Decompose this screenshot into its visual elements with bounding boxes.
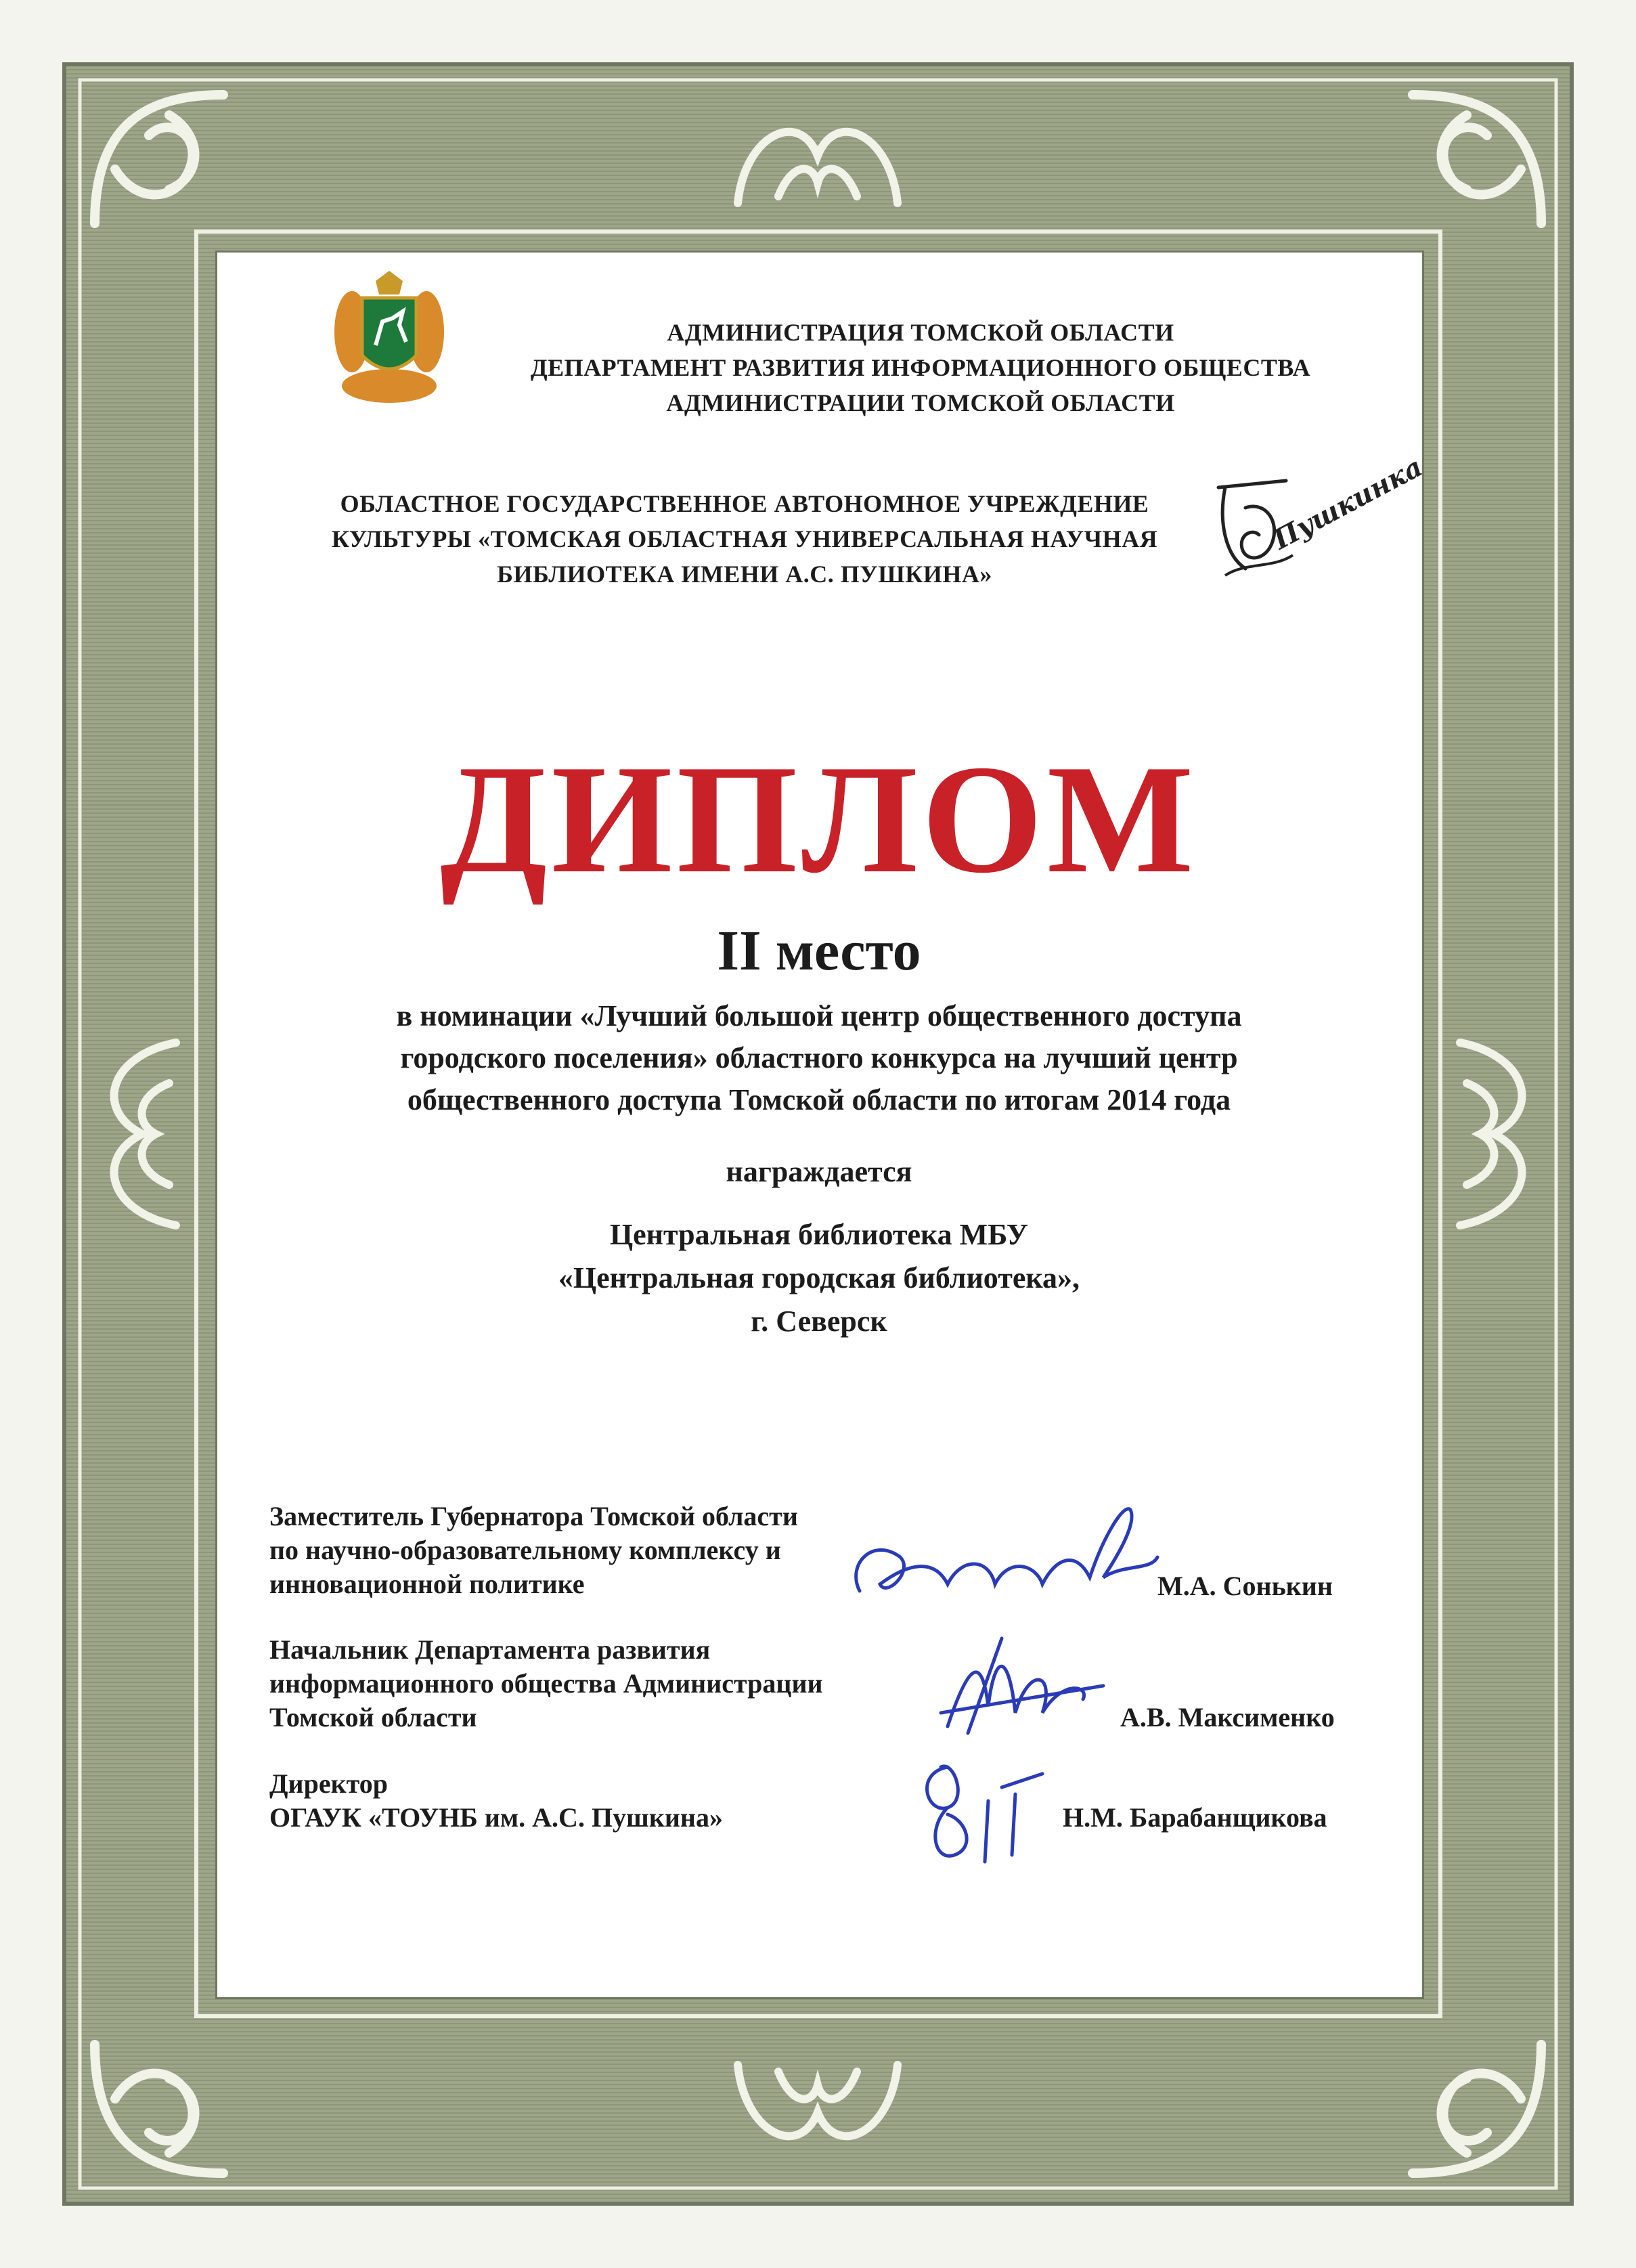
awarded-text: награждается	[726, 1155, 912, 1188]
signatory-name: А.В. Максименко	[1120, 1702, 1335, 1732]
library-line: БИБЛИОТЕКА ИМЕНИ А.С. ПУШКИНА»	[497, 561, 992, 588]
nomination-line: городского поселения» областного конкурса на лучший центр	[400, 1041, 1238, 1074]
signature-3-icon	[900, 1747, 1063, 1882]
library-line: КУЛЬТУРЫ «ТОМСКАЯ ОБЛАСТНАЯ УНИВЕРСАЛЬНАЯ НАУЧНАЯ	[331, 525, 1158, 552]
signatory-position: Заместитель Губернатора Томской области по научно-образовательному комплексу и инновационной политике	[269, 1501, 798, 1599]
admin-line: АДМИНИСТРАЦИИ ТОМСКОЙ ОБЛАСТИ	[666, 389, 1175, 416]
signature-1-icon	[833, 1483, 1185, 1632]
recipient-line: г. Северск	[751, 1305, 887, 1338]
nomination-line: общественного доступа Томской области по итогам 2014 года	[407, 1083, 1231, 1116]
pushkinka-logo	[1205, 450, 1428, 589]
recipient-line: Центральная библиотека МБУ	[609, 1218, 1029, 1251]
signatory-position: Начальник Департамента развития информационного общества Администрации Томской области	[269, 1634, 823, 1732]
signatory-position: Директор ОГАУК «ТОУНБ им. А.С. Пушкина»	[269, 1768, 723, 1833]
admin-line: ДЕПАРТАМЕНТ РАЗВИТИЯ ИНФОРМАЦИОННОГО ОБЩЕСТВА	[530, 354, 1311, 381]
diploma-title: ДИПЛОМ	[440, 733, 1198, 905]
signature-2-icon	[927, 1625, 1117, 1760]
signatory-name: Н.М. Барабанщикова	[1063, 1802, 1327, 1833]
tomsk-coat-of-arms-icon	[332, 271, 447, 406]
admin-line: АДМИНИСТРАЦИЯ ТОМСКОЙ ОБЛАСТИ	[667, 319, 1174, 346]
nomination-line: в номинации «Лучший большой центр общественного доступа	[396, 999, 1242, 1032]
recipient-line: «Центральная городская библиотека»,	[558, 1261, 1080, 1294]
signatory-name: М.А. Сонькин	[1157, 1571, 1333, 1601]
place-heading: II место	[717, 919, 921, 982]
pushkinka-logo-text: Пушкинка	[1268, 450, 1428, 557]
library-line: ОБЛАСТНОЕ ГОСУДАРСТВЕННОЕ АВТОНОМНОЕ УЧРЕЖДЕНИЕ	[340, 490, 1149, 517]
